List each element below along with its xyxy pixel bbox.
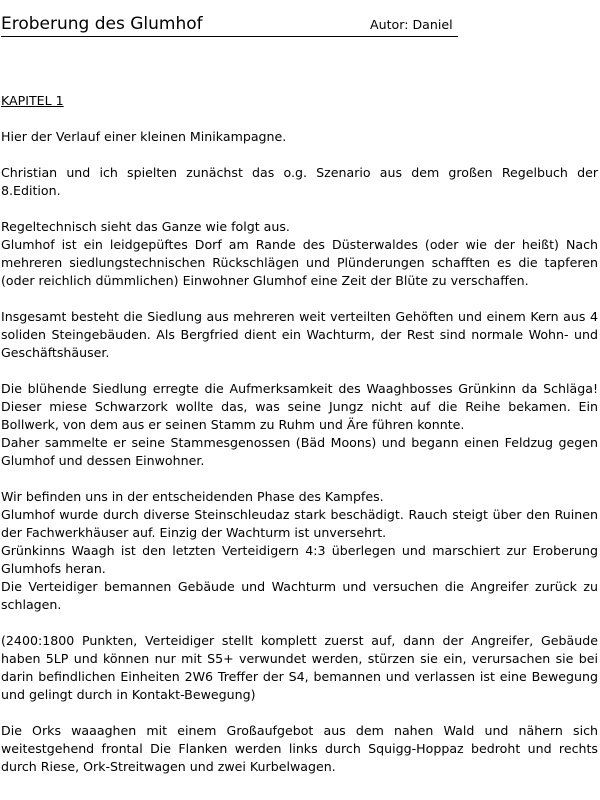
document-title: Eroberung des Glumhof	[1, 14, 203, 34]
paragraph-line: Die Orks waaaghen mit einem Großaufgebot aus dem nahen Wald und nähern sich weitestgehend frontal Die Flanken werden links durch Squigg-Hoppaz bedroht und rechts durch Riese, Ork-Streitwagen und zwei Kurbelwagen.	[1, 723, 598, 774]
paragraph-line: Christian und ich spielten zunächst das o.g. Szenario aus dem großen Regelbuch der 8.Edition.	[1, 165, 598, 198]
document-author: Autor: Daniel	[370, 17, 453, 32]
paragraph	[1, 488, 598, 614]
paragraph-line: Daher sammelte er seine Stammesgenossen (Bäd Moons) und begann einen Feldzug gegen Glumhof und dessen Einwohner.	[1, 435, 598, 468]
paragraph	[1, 128, 598, 146]
paragraph-line: Wir befinden uns in der entscheidenden Phase des Kampfes.	[1, 489, 384, 504]
paragraph-line: Grünkinns Waagh ist den letzten Verteidigern 4:3 überlegen und marschiert zur Eroberung Glumhofs heran.	[1, 543, 598, 576]
paragraph	[1, 632, 598, 704]
chapter-heading: KAPITEL 1	[1, 93, 64, 108]
paragraph-line: Regeltechnisch sieht das Ganze wie folgt aus.	[1, 219, 290, 234]
paragraph	[1, 308, 598, 362]
paragraph	[1, 380, 598, 470]
paragraph	[1, 722, 598, 776]
paragraph	[1, 164, 598, 200]
document-body	[1, 128, 598, 794]
paragraph	[1, 218, 598, 290]
paragraph-line: Glumhof wurde durch diverse Steinschleudaz stark beschädigt. Rauch steigt über den Ruinen der Fachwerkhäuser auf. Einzig der Wachturm ist unversehrt.	[1, 507, 598, 540]
paragraph-line: Hier der Verlauf einer kleinen Minikampagne.	[1, 129, 287, 144]
paragraph-line: Glumhof ist ein leidgepüftes Dorf am Rande des Düsterwaldes (oder wie der heißt) Nach mehreren siedlungstechnischen Rückschlägen und Plünderungen schafften es die tapferen (oder reichlich dümmlichen) Einwohner Glumhof eine Zeit der Blüte zu verschaffen.	[1, 237, 598, 288]
document-header	[1, 14, 458, 37]
paragraph-line: (2400:1800 Punkten, Verteidiger stellt komplett zuerst auf, dann der Angreifer, Gebäude haben 5LP und können nur mit S5+ verwundet werden, stürzen sie ein, verursachen sie bei darin befindlichen Einheiten 2W6 Treffer der S4, bemannen und verlassen ist eine Bewegung und gelingt durch in Kontakt-Bewegung)	[1, 633, 598, 702]
paragraph-line: Insgesamt besteht die Siedlung aus mehreren weit verteilten Gehöften und einem Kern aus 4 soliden Steingebäuden. Als Bergfried dient ein Wachturm, der Rest sind normale Wohn- und Geschäftshäuser.	[1, 309, 598, 360]
paragraph-line: Die Verteidiger bemannen Gebäude und Wachturm und versuchen die Angreifer zurück zu schlagen.	[1, 579, 598, 612]
paragraph-line: Die blühende Siedlung erregte die Aufmerksamkeit des Waaghbosses Grünkinn da Schläga! Dieser miese Schwarzork wollte das, was seine Jungz nicht auf die Reihe bekamen. Ein Bollwerk, von dem aus er seinen Stamm zu Ruhm und Äre führen konnte.	[1, 381, 598, 432]
